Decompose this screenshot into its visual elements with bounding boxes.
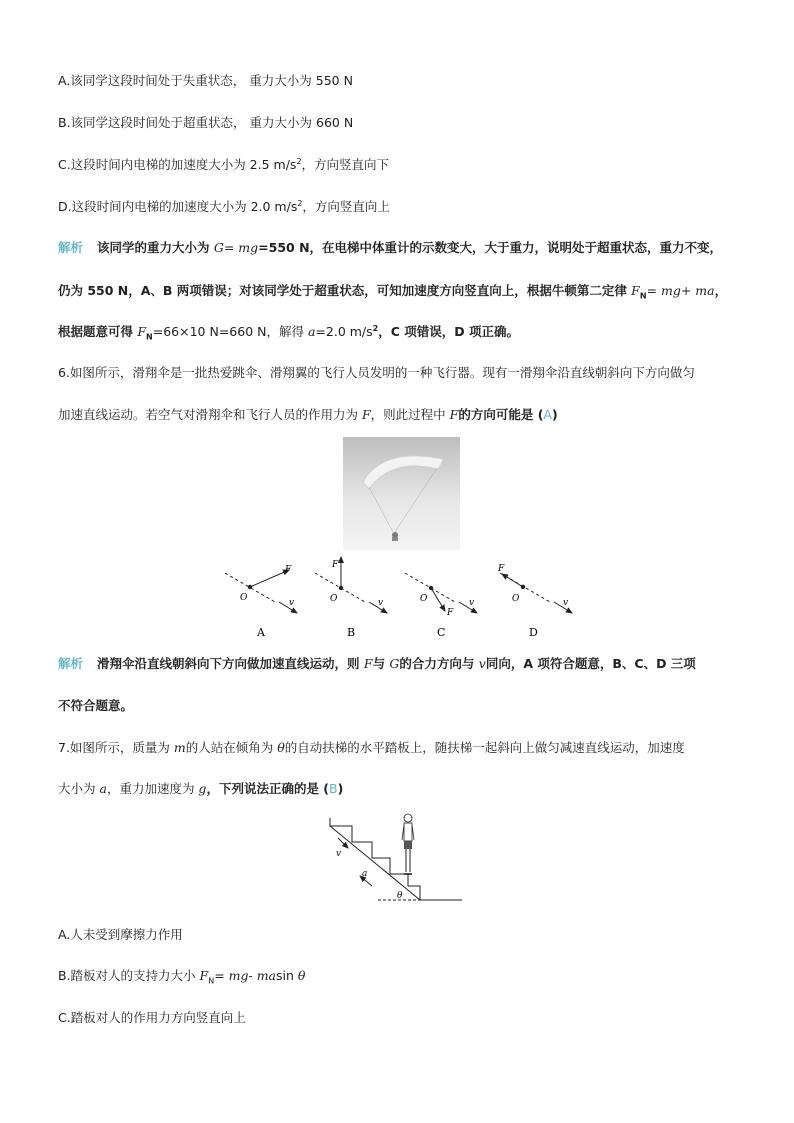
- q6-stem-text: ，则此过程中: [370, 407, 450, 422]
- q7-stem-text: 的自动扶梯的水平踏板上，随扶梯一起斜向上做匀减速直线运动，加速度: [284, 740, 685, 755]
- q6-answer: A: [543, 407, 552, 422]
- label-o: O: [240, 593, 248, 603]
- force-diagram-a: [225, 565, 297, 639]
- q5-analysis-sub: N: [639, 291, 647, 301]
- q5-analysis-line1: [58, 238, 722, 256]
- q6-var-f: F: [361, 407, 371, 422]
- label-theta: θ: [397, 891, 403, 901]
- force-diagram-d: [497, 564, 572, 639]
- q6-analysis-text: 与: [372, 656, 390, 671]
- q7-paren-close: ): [337, 781, 344, 796]
- q5-option-b: B.该同学这段时间处于超重状态， 重力大小为 660 N: [58, 115, 354, 130]
- q7-var-theta: θ: [297, 968, 306, 983]
- label-v: v: [378, 598, 384, 608]
- q5-analysis-line2: [58, 281, 727, 301]
- person-figure: [402, 814, 414, 874]
- q6-paren-open: 的方向可能是 (: [458, 407, 544, 422]
- q5-analysis-text: 该同学的重力大小为: [97, 240, 214, 255]
- q6-analysis-line2: 不符合题意。: [58, 698, 134, 713]
- q6-var-f: F: [449, 407, 459, 422]
- q5-analysis-formula: F: [137, 324, 147, 339]
- q7-stem-line2: [58, 779, 343, 797]
- q5-analysis-formula: F: [631, 283, 640, 298]
- q5-option-c-dir: ，方向竖直向下: [301, 157, 390, 172]
- q5-analysis-text: =66×10 N=660 N，解得: [152, 324, 308, 339]
- q7-stem-text: 的人站在倾角为: [185, 740, 278, 755]
- q5-analysis-text: =2.0 m/s: [315, 324, 373, 339]
- q7-option-b-text: B.踏板对人的支持力大小: [58, 968, 200, 983]
- q5-option-c-text: C.这段时间内电梯的加速度大小为 2.5 m/s: [58, 157, 297, 172]
- q7-option-c: C.踏板对人的作用力方向竖直向上: [58, 1010, 246, 1025]
- q6-var-v: v: [478, 656, 486, 671]
- q6-analysis-text: 滑翔伞沿直线朝斜向下方向做加速直线运动，则: [97, 656, 364, 671]
- diagram-label-b: B: [347, 626, 356, 639]
- q5-analysis-text: 仍为 550 N，A、B 两项错误；对该同学处于超重状态，可知加速度方向竖直向上，根据牛顿第二定律: [58, 283, 632, 298]
- force-diagram-b: [315, 557, 387, 639]
- q5-option-d-dir: ，方向竖直向上: [302, 199, 390, 214]
- q7-option-b-sub: N: [208, 976, 215, 986]
- q7-var-f: F: [199, 968, 209, 983]
- force-diagrams: [215, 555, 585, 645]
- q5-analysis-sub: N: [146, 332, 153, 342]
- label-v: v: [469, 598, 475, 608]
- q5-option-c-sup: 2: [296, 156, 302, 166]
- q7-stem-text: 大小为: [58, 781, 100, 796]
- q7-stem-text: 7.如图所示，质量为: [58, 740, 174, 755]
- q7-paren-open: ，下列说法正确的是 (: [206, 781, 330, 796]
- diagram-label-a: A: [257, 626, 265, 639]
- diagram-label-c: C: [437, 626, 446, 639]
- analysis-tag: 解析: [58, 240, 84, 255]
- q5-option-a: A.该同学这段时间处于失重状态， 重力大小为 550 N: [58, 73, 353, 88]
- paraglider-photo: [343, 437, 460, 550]
- q7-var-m: m: [173, 740, 186, 755]
- q5-option-c: [58, 155, 389, 173]
- q6-stem-line1: 6.如图所示，滑翔伞是一批热爱跳伞、滑翔翼的飞行人员发明的一种飞行器。现有一滑翔伞沿直线朝斜向下方向做匀: [58, 365, 695, 380]
- q7-option-a: A.人未受到摩擦力作用: [58, 927, 183, 942]
- label-o: O: [512, 594, 520, 604]
- q7-option-b-text: sin: [276, 968, 298, 983]
- label-v: v: [289, 598, 295, 608]
- q5-analysis-text: ，: [714, 283, 728, 298]
- escalator-figure: [322, 808, 467, 904]
- force-diagram-c: [405, 573, 477, 639]
- q7-answer: B: [329, 781, 338, 796]
- q6-analysis-line1: [58, 654, 696, 672]
- q5-option-d-text: D.这段时间内电梯的加速度大小为 2.0 m/s: [58, 199, 298, 214]
- q5-analysis-formula: a: [307, 324, 316, 339]
- q5-analysis-formula: G= mg: [213, 240, 259, 255]
- q6-stem-text: 加速直线运动。若空气对滑翔伞和飞行人员的作用力为: [58, 407, 362, 422]
- q7-stem-text: ，重力加速度为: [106, 781, 199, 796]
- q6-paren-close: ): [551, 407, 558, 422]
- label-f: F: [332, 560, 339, 570]
- analysis-tag: 解析: [58, 656, 84, 671]
- q5-option-d: [58, 197, 390, 215]
- label-o: O: [330, 594, 338, 604]
- q7-option-b: [58, 966, 305, 986]
- label-f: F: [447, 608, 454, 618]
- q7-formula: = mg- ma: [214, 968, 277, 983]
- label-v: v: [336, 849, 342, 859]
- label-o: O: [420, 594, 428, 604]
- q7-stem-line1: [58, 738, 685, 756]
- q5-analysis-formula: = mg+ ma: [646, 283, 715, 298]
- q7-var-g: g: [198, 781, 207, 796]
- label-v: v: [563, 598, 569, 608]
- q6-var-g: G: [389, 656, 400, 671]
- diagram-label-d: D: [529, 626, 538, 639]
- q7-var-a: a: [99, 781, 107, 796]
- q5-analysis-sup: 2: [372, 323, 379, 333]
- q5-analysis-line3: [58, 322, 519, 342]
- q6-var-f: F: [363, 656, 373, 671]
- label-f: F: [285, 565, 292, 575]
- q5-analysis-text: ，C 项错误，D 项正确。: [378, 324, 519, 339]
- q6-analysis-text: 的合力方向与: [399, 656, 479, 671]
- q5-option-d-sup: 2: [297, 198, 303, 208]
- label-f: F: [498, 564, 505, 574]
- q6-stem-line2: [58, 405, 558, 423]
- q6-analysis-text: 同向，A 项符合题意，B、C、D 三项: [485, 656, 696, 671]
- q7-var-theta: θ: [277, 740, 285, 755]
- q5-analysis-text: =550 N，在电梯中体重计的示数变大，大于重力，说明处于超重状态，重力不变，: [258, 240, 723, 255]
- label-a: a: [362, 869, 368, 879]
- q5-analysis-text: 根据题意可得: [58, 324, 138, 339]
